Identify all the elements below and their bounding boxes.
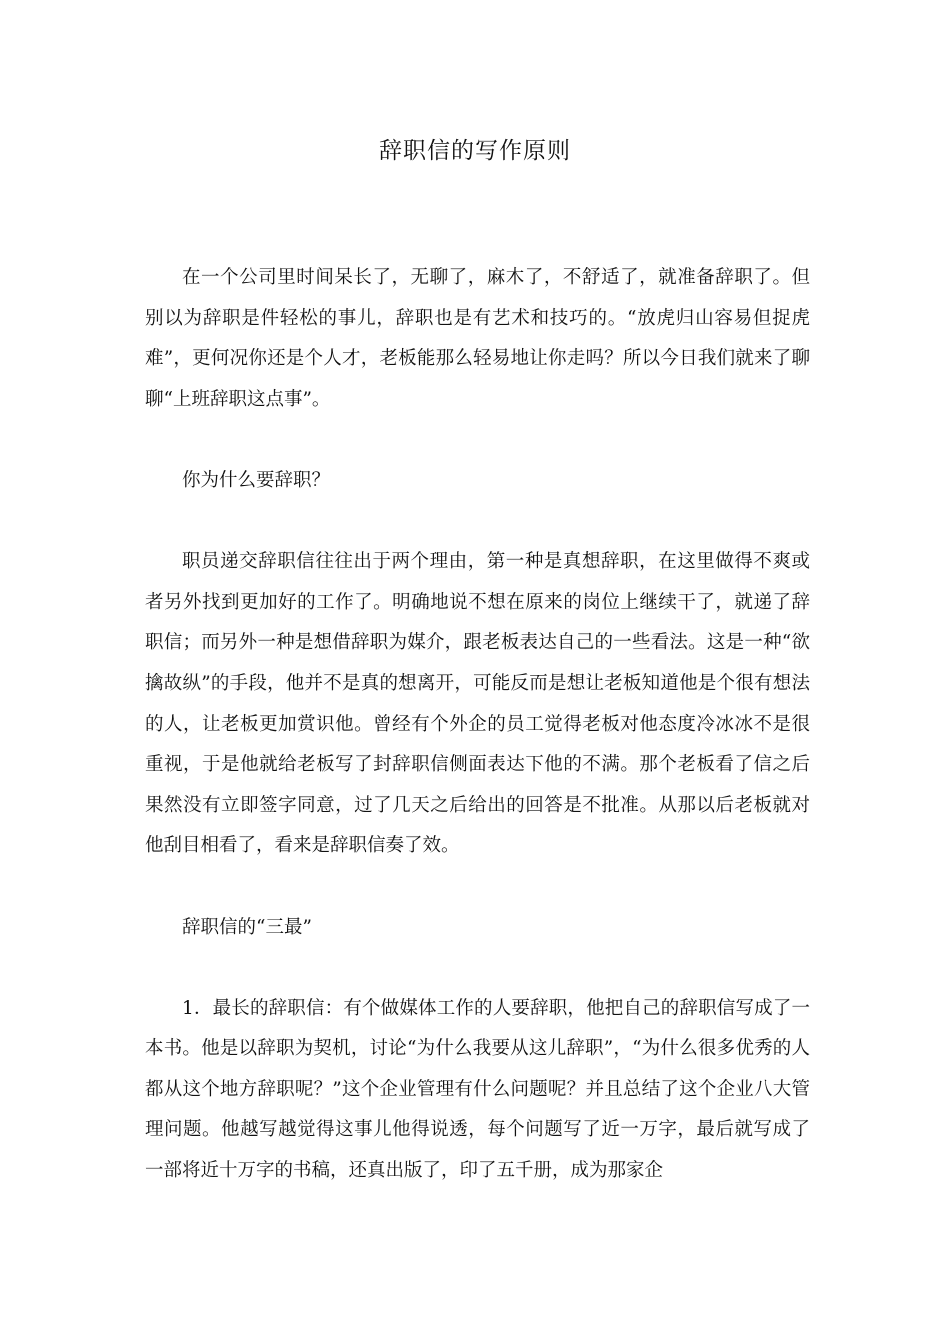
paragraph-reasons: 职员递交辞职信往往出于两个理由，第一种是真想辞职，在这里做得不爽或者另外找到更加好的工作了。明确地说不想在原来的岗位上继续干了，就递了辞职信；而另外一种是想借辞职为媒介，跟老板表达自己的一些看法。这是一种“欲擒故纵”的手段，他并不是真的想离开，可能反而是想让老板知道他是个很有想法的人，让老板更加赏识他。曾经有个外企的员工觉得老板对他态度冷冰冰不是很重视，于是他就给老板写了封辞职信侧面表达下他的不满。那个老板看了信之后果然没有立即签字同意，过了几天之后给出的回答是不批准。从那以后老板就对他刮目相看了，看来是辞职信奏了效。: [145, 551, 810, 857]
document-body: [145, 258, 810, 1192]
page-title: 辞职信的写作原则: [379, 138, 571, 164]
paragraph-longest-letter: 1．最长的辞职信：有个做媒体工作的人要辞职，他把自己的辞职信写成了一本书。他是以辞职为契机，讨论“为什么我要从这儿辞职”，“为什么很多优秀的人都从这个地方辞职呢？”这个企业管理有什么问题呢？并且总结了这个企业八大管理问题。他越写越觉得这事儿他得说透，每个问题写了近一万字，最后就写成了一部将近十万字的书稿，还真出版了，印了五千册，成为那家企: [145, 997, 810, 1182]
paragraph-intro: 在一个公司里时间呆长了，无聊了，麻木了，不舒适了，就准备辞职了。但别以为辞职是件轻松的事儿，辞职也是有艺术和技巧的。“放虎归山容易但捉虎难”，更何况你还是个人才，老板能那么轻易地让你走吗？所以今日我们就来了聊聊“上班辞职这点事”。: [145, 267, 810, 410]
section-heading-why-resign: 你为什么要辞职？: [182, 469, 331, 491]
section-heading-three-mosts: 辞职信的“三最”: [182, 916, 312, 938]
